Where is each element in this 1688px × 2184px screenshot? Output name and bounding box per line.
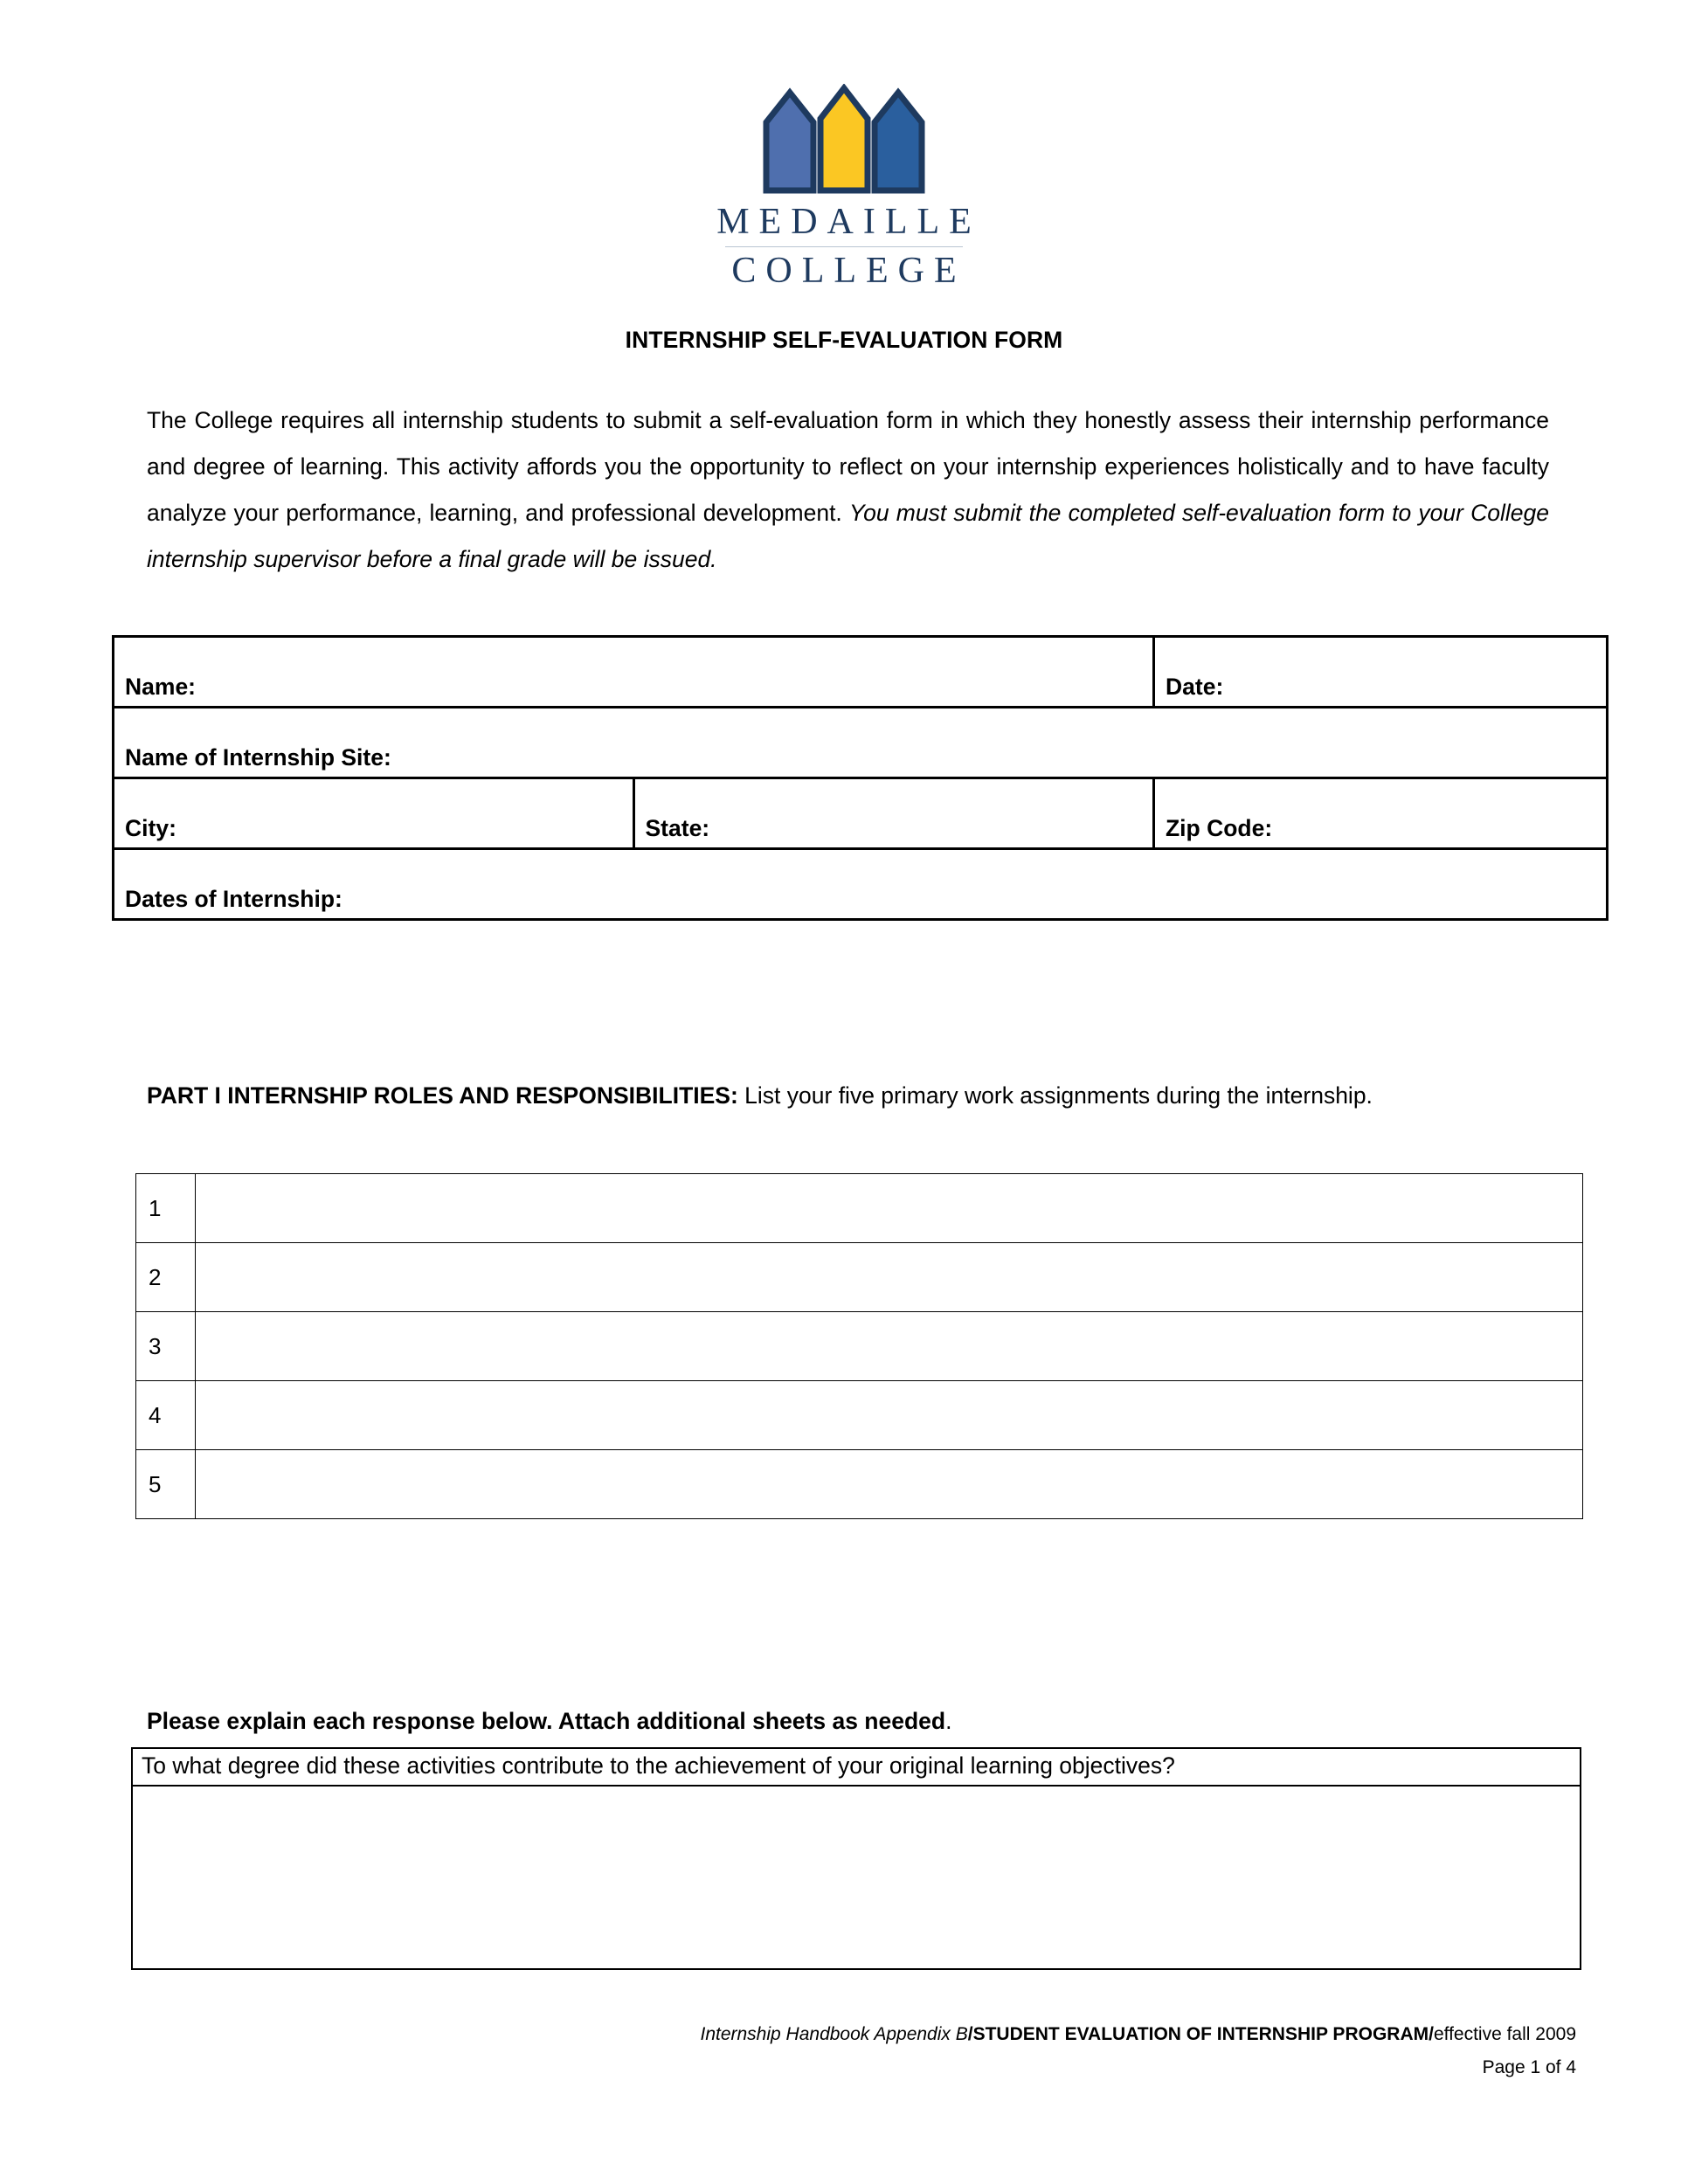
table-row-dates [114, 849, 1608, 920]
table-row [136, 1312, 1583, 1381]
assignment-input-3[interactable] [196, 1312, 1583, 1381]
assignment-input-1[interactable] [196, 1174, 1583, 1243]
field-name-label: Name: [125, 674, 197, 700]
page-number: Page 1 of 4 [1482, 2057, 1576, 2077]
field-dates-label: Dates of Internship: [125, 886, 342, 912]
page-title: INTERNSHIP SELF-EVALUATION FORM [625, 327, 1063, 353]
table-row-name-date [114, 637, 1608, 708]
table-row-site [114, 708, 1608, 778]
footer-program-ref: /STUDENT EVALUATION OF INTERNSHIP PROGRAM/ [967, 2024, 1434, 2044]
explain-instruction-period: . [945, 1708, 952, 1734]
row-number: 2 [136, 1243, 196, 1312]
field-city[interactable] [114, 778, 634, 849]
field-site-label: Name of Internship Site: [125, 744, 391, 771]
field-internship-site[interactable] [114, 708, 1608, 778]
page-footer [0, 2018, 1688, 2084]
wordmark-medaille: MEDAILLE [716, 202, 981, 242]
row-number: 5 [136, 1450, 196, 1519]
part-one-heading-rest: List your five primary work assignments during the internship. [737, 1082, 1373, 1109]
table-row-city-state-zip [114, 778, 1608, 849]
row-number: 1 [136, 1174, 196, 1243]
table-row [136, 1243, 1583, 1312]
wordmark-divider [725, 246, 963, 247]
logo-block [0, 84, 1688, 293]
table-row [136, 1450, 1583, 1519]
medaille-college-logo-icon [761, 84, 927, 196]
field-date-label: Date: [1166, 674, 1224, 700]
wordmark [707, 201, 981, 293]
response-box [131, 1747, 1581, 1970]
row-number: 4 [136, 1381, 196, 1450]
field-state-label: State: [645, 815, 710, 841]
explain-instruction-bold: Please explain each response below. Attach additional sheets as needed [147, 1708, 946, 1734]
row-number: 3 [136, 1312, 196, 1381]
assignment-input-2[interactable] [196, 1243, 1583, 1312]
field-zip-label: Zip Code: [1166, 815, 1273, 841]
assignment-input-4[interactable] [196, 1381, 1583, 1450]
wordmark-college: COLLEGE [731, 250, 966, 291]
part-one-heading-bold: PART I INTERNSHIP ROLES AND RESPONSIBILITIES: [147, 1082, 738, 1109]
table-row [136, 1174, 1583, 1243]
assignment-input-5[interactable] [196, 1450, 1583, 1519]
field-dates-of-internship[interactable] [114, 849, 1608, 920]
response-question: To what degree did these activities contribute to the achievement of your original learning objectives? [133, 1749, 1580, 1787]
field-date[interactable] [1154, 637, 1608, 708]
footer-handbook-ref: Internship Handbook Appendix B [700, 2024, 968, 2044]
field-state[interactable] [633, 778, 1154, 849]
field-name[interactable] [114, 637, 1154, 708]
student-info-table [112, 635, 1608, 921]
footer-effective-date: effective fall 2009 [1433, 2024, 1576, 2044]
work-assignments-table [135, 1173, 1583, 1519]
part-one-heading [147, 1073, 1553, 1119]
intro-paragraph [147, 397, 1549, 583]
intro-plain-text: The College requires all internship students to submit a self-evaluation form in which they honestly assess their internship performance and degree of learning. This activity affords you the opportunity to reflect on your internship experiences holistically and to have faculty analyze your performance, learning, and professional development. [147, 407, 1549, 526]
field-zip-code[interactable] [1154, 778, 1608, 849]
explain-instruction [147, 1708, 951, 1735]
field-city-label: City: [125, 815, 176, 841]
table-row [136, 1381, 1583, 1450]
intro-italic-text: You must submit the completed self-evaluation form to your College internship supervisor before a final grade will be issued. [147, 500, 1549, 572]
response-answer-input[interactable] [133, 1787, 1580, 1968]
